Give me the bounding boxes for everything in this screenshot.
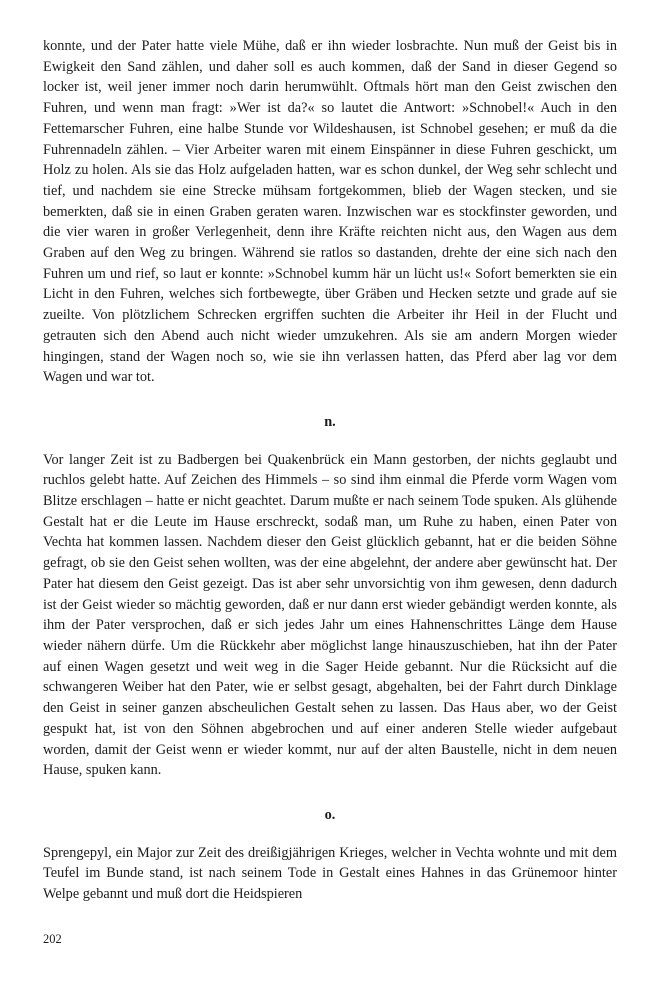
page-body	[43, 36, 617, 905]
paragraph-section-n: Vor langer Zeit ist zu Badbergen bei Quakenbrück ein Mann gestorben, der nichts geglaubt und ruchlos gelebt hatte. Auf Zeichen des Himmels – so sind ihm einmal die Pferde vorm Wagen vom Blitze erschlagen – hatte er nicht geachtet. Darum mußte er nach seinem Tode spuken. Als glühende Gestalt hat er die Leute im Hause erschreckt, sodaß man, um Ruhe zu haben, einen Pater von Vechta hat kommen lassen. Nachdem dieser den Geist glücklich gebannt, hat er die beiden Söhne gefragt, ob sie den Geist sehen wollten, was der eine abgelehnt, der andere aber gewünscht hat. Der Pater hat diesem den Geist gezeigt. Das ist aber sehr unvorsichtig von ihm gewesen, denn dadurch ist der Geist wieder so mächtig geworden, daß er nur dann erst wieder gebändigt werden konnte, als ihm der Pater versprochen, daß er sich jedes Jahr um eines Hahnenschrittes Länge dem Hause wieder nähern dürfe. Um die Rückkehr aber möglichst lange hinauszuschieben, hat ihn der Pater auf einen Wagen gesetzt und weit weg in die Sager Heide gebannt. Nur die Rücksicht auf die schwangeren Weiber hat den Pater, wie er selbst gesagt, abgehalten, bei der Fahrt durch Dinklage den Geist in seiner ganzen abscheulichen Gestalt sehen zu lassen. Das Haus aber, wo der Geist gespukt hat, ist von den Söhnen abgebrochen und auf einer anderen Stelle wieder aufgebaut worden, damit der Geist wenn er wieder kommt, nur auf der alten Baustelle, nicht in dem neuen Hause, spuken kann.	[43, 451, 617, 779]
page-number: 202	[43, 932, 62, 946]
section-heading-n: n.	[324, 413, 336, 430]
paragraph-continued: konnte, und der Pater hatte viele Mühe, daß er ihn wieder losbrachte. Nun muß der Geist bis in Ewigkeit den Sand zählen, und daher soll es auch kommen, daß der Sand in dieser Gegend so locker ist, weil jener immer noch darin herumwühlt. Oftmals hört man den Geist zwischen den Fuhren, und wenn man fragt: »Wer ist da?« so lautet die Antwort: »Schnobel!« Auch in den Fettemarscher Fuhren, eine halbe Stunde vor Wildeshausen, ist Schnobel gesehen; er muß da die Fuhrennadeln zählen. – Vier Arbeiter waren mit einem Einspänner in diese Fuhren geschickt, um Holz zu holen. Als sie das Holz aufgeladen hatten, war es schon dunkel, der Weg sehr schlecht und tief, und nachdem sie eine Strecke mühsam fortgekommen, blieb der Wagen stecken, und sie bemerkten, daß sie in einen Graben geraten waren. Inzwischen war es stockfinster geworden, und die vier waren in großer Verlegenheit, denn ihre Kräfte reichten nicht aus, den Wagen aus dem Graben auf den Weg zu bringen. Während sie ratlos so dastanden, drehte der eine sich nach den Fuhren um und rief, so laut er konnte: »Schnobel kumm här un lücht us!« Sofort bemerkten sie ein Licht in den Fuhren, welches sich fortbewegte, über Gräben und Hecken setzte und grade auf sie zueilte. Von plötzlichem Schrecken ergriffen suchten die Arbeiter ihr Heil in der Flucht und getrauten sich den Abend auch nicht wieder umzukehren. Als sie am andern Morgen wieder hingingen, stand der Wagen noch so, wie sie ihn verlassen hatten, das Pferd aber lag vor dem Wagen und war tot.	[43, 38, 617, 386]
section-heading-o: o.	[324, 806, 336, 823]
paragraph-section-o: Sprengepyl, ein Major zur Zeit des dreißigjährigen Krieges, welcher in Vechta wohnte und mit dem Teufel im Bunde stand, ist nach seinem Tode in Gestalt eines Hahnes in das Grünemoor hinter Welpe gebannt und muß dort die Heidspieren	[43, 844, 617, 903]
